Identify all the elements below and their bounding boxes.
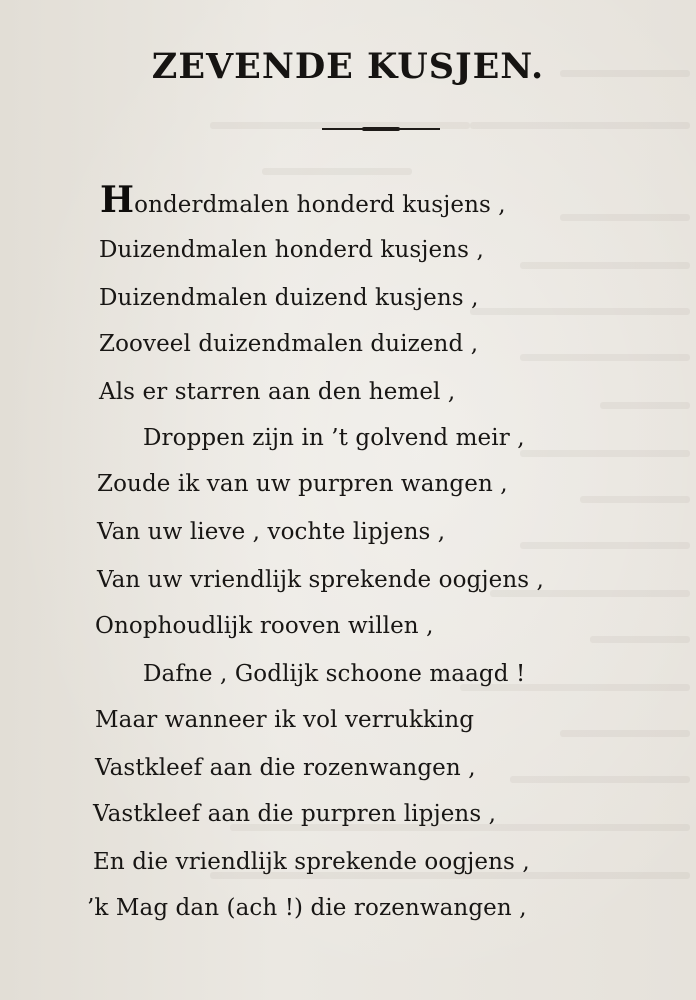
poem-line: Droppen zijn in ’t golvend meir , [143,425,525,451]
poem-title: ZEVENDE KUSJEN. [151,46,545,87]
drop-cap: H [100,179,135,221]
poem-line: Van uw lieve , vochte lipjens , [97,519,446,545]
poem-line [100,179,506,221]
poem-line: Maar wanneer ik vol verrukking [95,707,475,733]
poem-line: Dafne , Godlijk schoone maagd ! [143,661,526,687]
poem-line: Als er starren aan den hemel , [99,379,456,405]
poem-line: Vastkleef aan die purpren lipjens , [93,801,497,827]
poem-line: Vastkleef aan die rozenwangen , [95,755,476,781]
poem-line: Duizendmalen duizend kusjens , [99,285,479,311]
poem-line-text: onderdmalen honderd kusjens , [134,192,506,218]
poem-line: ’k Mag dan (ach !) die rozenwangen , [87,895,527,921]
poem-line: Duizendmalen honderd kusjens , [99,237,484,263]
poem-line: En die vriendlijk sprekende oogjens , [93,849,530,875]
poem-line: Onophoudlijk rooven willen , [95,613,434,639]
poem-line: Zoude ik van uw purpren wangen , [97,471,508,497]
poem-line: Van uw vriendlijk sprekende oogjens , [97,567,544,593]
poem-line: Zooveel duizendmalen duizend , [99,331,479,357]
